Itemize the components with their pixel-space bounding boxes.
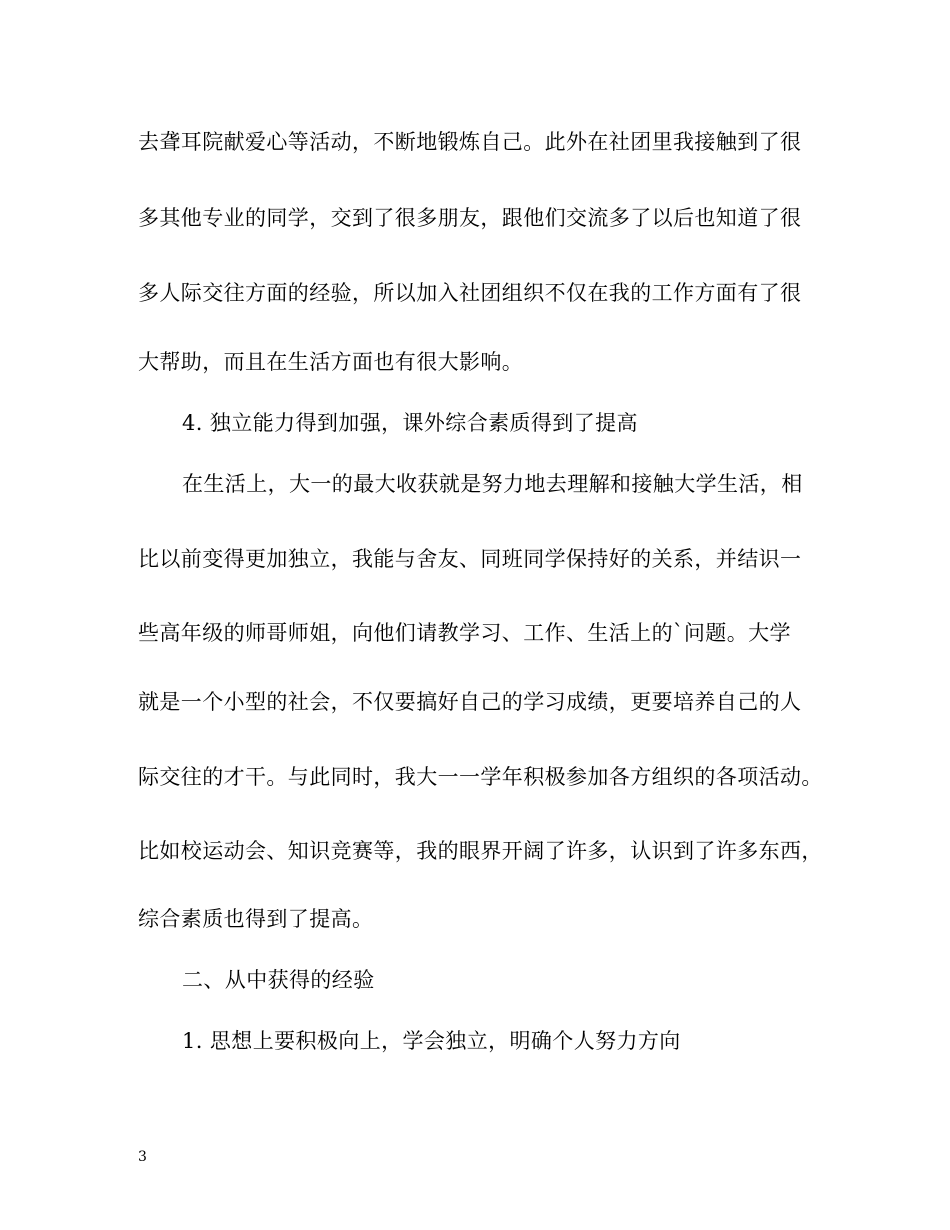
paragraph-line: 多其他专业的同学，交到了很多朋友，跟他们交流多了以后也知道了很 (138, 206, 802, 230)
paragraph-line: 际交往的才干。与此同时，我大一一学年积极参加各方组织的各项活动。 (138, 765, 823, 789)
paragraph-line: 去聋耳院献爱心等活动，不断地锻炼自己。此外在社团里我接触到了很 (138, 130, 802, 154)
paragraph-line: 在生活上，大一的最大收获就是努力地去理解和接触大学生活，相 (182, 472, 803, 496)
page-number: 3 (138, 1149, 147, 1165)
paragraph-line: 比以前变得更加独立，我能与舍友、同班同学保持好的关系，并结识一 (138, 547, 802, 571)
paragraph-line: 些高年级的师哥师姐，向他们请教学习、工作、生活上的`问题。大学 (138, 621, 791, 645)
section-heading: 1. 思想上要积极向上，学会独立，明确个人努力方向 (182, 1029, 681, 1053)
section-heading: 二、从中获得的经验 (182, 968, 375, 992)
paragraph-line: 多人际交往方面的经验，所以加入社团组织不仅在我的工作方面有了很 (138, 281, 802, 305)
paragraph-line: 大帮助，而且在生活方面也有很大影响。 (138, 350, 524, 374)
paragraph-line: 就是一个小型的社会，不仅要搞好自己的学习成绩，更要培养自己的人 (138, 690, 802, 714)
section-heading: 4. 独立能力得到加强，课外综合素质得到了提高 (182, 411, 638, 435)
paragraph-line: 综合素质也得到了提高。 (138, 907, 374, 931)
paragraph-line: 比如校运动会、知识竞赛等，我的眼界开阔了许多，认识到了许多东西， (138, 839, 823, 863)
